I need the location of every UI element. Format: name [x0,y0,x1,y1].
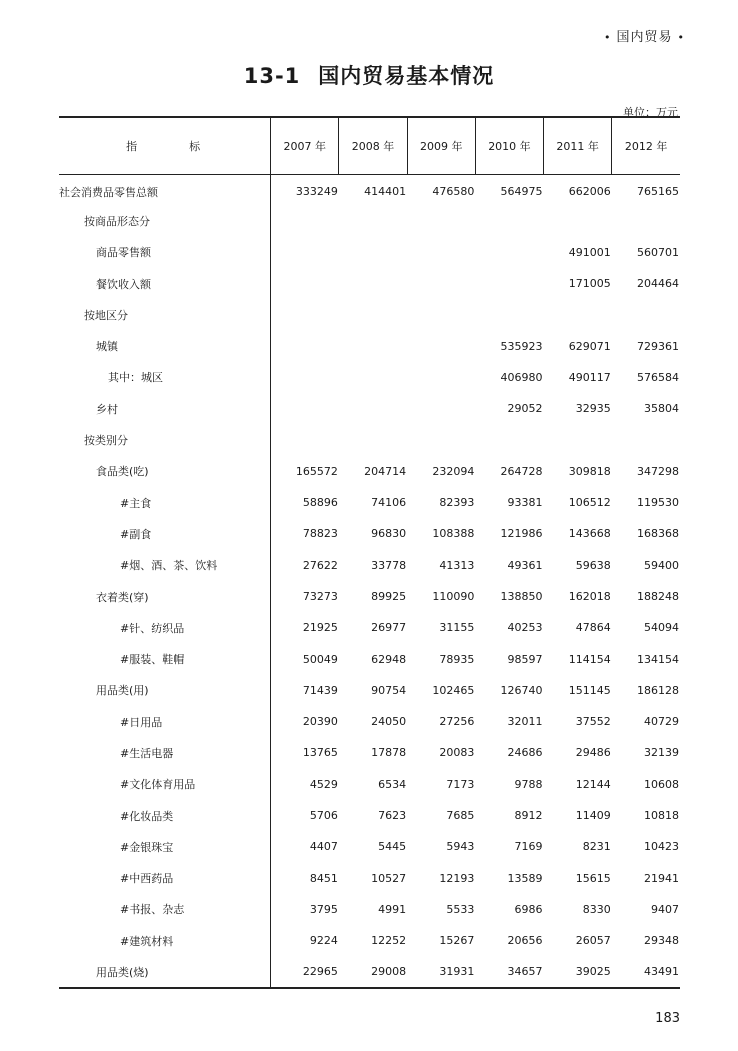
value-cell: 73273 [271,581,339,612]
table-row [59,706,680,737]
value-cell: 9224 [271,925,339,956]
value-cell: 204464 [637,277,679,291]
value-cell: 4991 [378,902,407,916]
table-row [59,174,680,205]
value-cell [612,424,680,455]
table-row [59,518,680,549]
value-cell: 78823 [271,518,339,549]
value-cell: 729361 [637,339,679,353]
value-cell: 24050 [371,715,407,729]
value-cell: 7169 [514,840,543,854]
value-cell: 134154 [637,652,679,666]
value-cell: 7173 [446,777,475,791]
value-cell: 20083 [439,746,475,760]
value-cell [407,362,475,393]
row-label: #书报、杂志 [120,903,185,917]
value-cell: 17878 [371,746,407,760]
value-cell: 414401 [364,185,407,199]
value-cell: 39025 [544,956,612,987]
value-cell: 12144 [575,777,611,791]
value-cell: 98597 [507,652,543,666]
row-label: #文化体育用品 [120,778,196,792]
value-cell: 26057 [575,934,611,948]
table-row [59,675,680,706]
value-cell: 58896 [271,487,339,518]
table-row [59,299,680,330]
table-row [59,550,680,581]
table-row [59,956,680,987]
value-cell: 121986 [500,527,543,541]
table-row [59,894,680,925]
value-cell: 31155 [439,621,475,635]
row-label: #副食 [120,527,152,541]
table-row [59,424,680,455]
value-cell: 32139 [644,746,679,760]
value-cell: 108388 [432,527,475,541]
value-cell: 232094 [432,464,475,478]
value-cell: 491001 [568,245,611,259]
value-cell: 309818 [568,464,611,478]
value-cell: 4529 [271,769,339,800]
value-cell: 37552 [575,715,611,729]
row-label: 城镇 [96,340,118,354]
value-cell: 186128 [637,683,679,697]
value-cell: 5445 [378,840,407,854]
table-row [59,237,680,268]
value-cell: 9407 [651,902,679,916]
value-cell: 71439 [271,675,339,706]
value-cell: 114154 [568,652,611,666]
row-label: #化妆品类 [120,809,174,823]
value-cell: 102465 [432,683,475,697]
value-cell: 11409 [575,809,611,823]
value-cell: 5943 [446,840,475,854]
row-label: 乡村 [96,402,118,416]
value-cell [612,205,680,236]
value-cell: 576584 [637,370,679,384]
value-cell: 43491 [612,956,680,987]
value-cell: 4407 [271,831,339,862]
value-cell: 54094 [644,621,679,635]
value-cell: 171005 [568,277,611,291]
value-cell: 126740 [500,683,543,697]
value-cell: 41313 [439,558,475,572]
value-cell: 34657 [475,956,543,987]
value-cell [271,393,339,424]
value-cell [271,237,339,268]
row-label: 用品类(用) [96,684,149,698]
value-cell: 29008 [339,956,407,987]
value-cell: 490117 [568,370,611,384]
value-cell: 96830 [371,527,407,541]
table-row [59,581,680,612]
page-number: 183 [655,1011,680,1026]
year-header: 2011 年 [544,117,612,174]
value-cell [339,362,407,393]
value-cell: 188248 [637,590,679,603]
row-label: #建筑材料 [120,934,174,948]
bullet-right: • [677,31,685,44]
value-cell [271,299,339,330]
value-cell: 59400 [644,558,679,572]
value-cell: 29348 [644,934,679,948]
value-cell: 8451 [271,863,339,894]
row-label: 按地区分 [84,308,128,322]
value-cell [407,299,475,330]
value-cell: 264728 [500,464,543,478]
value-cell: 406980 [500,370,543,384]
year-header: 2010 年 [475,117,543,174]
value-cell: 12252 [371,934,407,948]
value-cell: 12193 [439,871,475,885]
table-row [59,393,680,424]
value-cell [407,237,475,268]
value-cell: 27622 [271,550,339,581]
value-cell: 110090 [432,590,475,603]
table-number: 13-1 [243,64,301,88]
value-cell [612,299,680,330]
value-cell: 165572 [271,456,339,487]
row-label: 食品类(吃) [96,465,149,479]
table-row [59,643,680,674]
value-cell: 27256 [439,715,475,729]
value-cell [475,268,543,299]
value-cell [407,424,475,455]
value-cell: 32935 [575,402,611,416]
value-cell: 89925 [371,590,407,603]
value-cell [544,205,612,236]
value-cell: 9788 [514,777,543,791]
table-row [59,863,680,894]
value-cell: 13589 [507,871,543,885]
value-cell: 10818 [644,809,679,823]
value-cell [339,393,407,424]
value-cell: 21925 [271,612,339,643]
value-cell: 333249 [271,174,339,205]
value-cell: 8912 [514,809,543,823]
value-cell: 22965 [271,956,339,987]
table-row [59,205,680,236]
value-cell [271,362,339,393]
value-cell: 59638 [575,558,611,572]
table-title: 国内贸易基本情况 [318,64,495,88]
value-cell: 78935 [439,652,475,666]
table-row [59,925,680,956]
table-row [59,330,680,361]
value-cell [407,205,475,236]
row-label: 商品零售额 [96,246,151,260]
value-cell: 6534 [378,777,407,791]
year-header: 2012 年 [612,117,680,174]
value-cell: 143668 [568,527,611,541]
value-cell: 7623 [378,809,407,823]
value-cell: 10608 [644,777,679,791]
value-cell: 560701 [637,245,679,259]
trade-table [59,116,680,989]
year-header: 2008 年 [339,117,407,174]
year-header: 2007 年 [271,117,339,174]
row-label: 按商品形态分 [84,214,150,228]
section-name: 国内贸易 [616,30,673,45]
row-label: #服装、鞋帽 [120,653,185,667]
value-cell [475,237,543,268]
value-cell: 8231 [582,840,611,854]
row-label: 其中：城区 [108,371,163,385]
table-row [59,487,680,518]
value-cell: 106512 [568,496,611,510]
value-cell: 21941 [644,871,679,885]
table-row [59,612,680,643]
table-row [59,800,680,831]
value-cell [339,268,407,299]
table-row [59,268,680,299]
row-label: #生活电器 [120,746,174,760]
value-cell: 535923 [500,339,543,353]
row-label: #烟、酒、茶、饮料 [120,559,218,573]
value-cell [475,424,543,455]
value-cell: 90754 [371,683,407,697]
value-cell [475,205,543,236]
value-cell: 24686 [507,746,543,760]
value-cell [339,330,407,361]
value-cell: 15267 [439,934,475,948]
table-row [59,769,680,800]
value-cell [339,237,407,268]
value-cell [475,299,543,330]
value-cell: 476580 [432,185,475,199]
value-cell: 6986 [514,902,543,916]
year-header: 2009 年 [407,117,475,174]
value-cell: 13765 [271,737,339,768]
value-cell: 93381 [507,496,543,510]
value-cell: 31931 [407,956,475,987]
value-cell [407,268,475,299]
row-label: 餐饮收入额 [96,277,151,291]
value-cell: 15615 [575,871,611,885]
value-cell: 35804 [644,402,679,416]
row-label: #针、纺织品 [120,621,185,635]
value-cell: 20656 [507,934,543,948]
section-header [599,26,690,45]
table-header-row [59,117,680,174]
row-label: #日用品 [120,715,163,729]
value-cell: 62948 [371,652,407,666]
row-label: 社会消费品零售总额 [59,185,158,199]
value-cell [339,424,407,455]
value-cell [271,268,339,299]
value-cell [544,299,612,330]
value-cell [339,299,407,330]
value-cell: 26977 [371,621,407,635]
value-cell: 162018 [568,590,611,603]
value-cell: 564975 [500,185,543,199]
value-cell: 40729 [644,715,679,729]
value-cell [407,330,475,361]
table-row [59,737,680,768]
row-label: 按类别分 [84,434,128,448]
value-cell: 138850 [500,590,543,603]
value-cell: 5533 [446,902,475,916]
indicator-header: 指标 [59,117,271,174]
row-label: #中西药品 [120,872,174,886]
unit-label: 单位：万元 [623,106,678,119]
table-row [59,362,680,393]
value-cell: 49361 [507,558,543,572]
table-row [59,831,680,862]
row-label: #主食 [120,496,152,510]
value-cell: 7685 [446,809,475,823]
row-label: #金银珠宝 [120,840,174,854]
page-title [0,60,738,90]
row-label: 衣着类(穿) [96,590,149,604]
table-row [59,456,680,487]
value-cell [271,424,339,455]
value-cell: 119530 [637,496,679,510]
value-cell [271,205,339,236]
value-cell: 10423 [644,840,679,854]
value-cell: 168368 [637,527,679,541]
value-cell: 151145 [568,683,611,697]
value-cell: 47864 [575,621,611,635]
value-cell: 20390 [271,706,339,737]
value-cell [339,205,407,236]
value-cell: 82393 [439,496,475,510]
value-cell: 3795 [271,894,339,925]
value-cell: 40253 [507,621,543,635]
value-cell: 29486 [575,746,611,760]
value-cell: 8330 [582,902,611,916]
bullet-left: • [603,31,612,44]
value-cell: 32011 [507,715,543,729]
value-cell: 662006 [568,185,611,199]
value-cell [271,330,339,361]
value-cell: 204714 [364,464,407,478]
value-cell: 765165 [637,185,679,199]
value-cell: 10527 [371,871,407,885]
value-cell: 29052 [507,402,543,416]
row-label: 用品类(烧) [59,956,271,987]
value-cell: 33778 [371,558,407,572]
value-cell [407,393,475,424]
value-cell [544,424,612,455]
value-cell: 629071 [568,339,611,353]
value-cell: 5706 [271,800,339,831]
value-cell: 50049 [271,643,339,674]
value-cell: 74106 [371,496,407,510]
value-cell: 347298 [637,464,679,478]
